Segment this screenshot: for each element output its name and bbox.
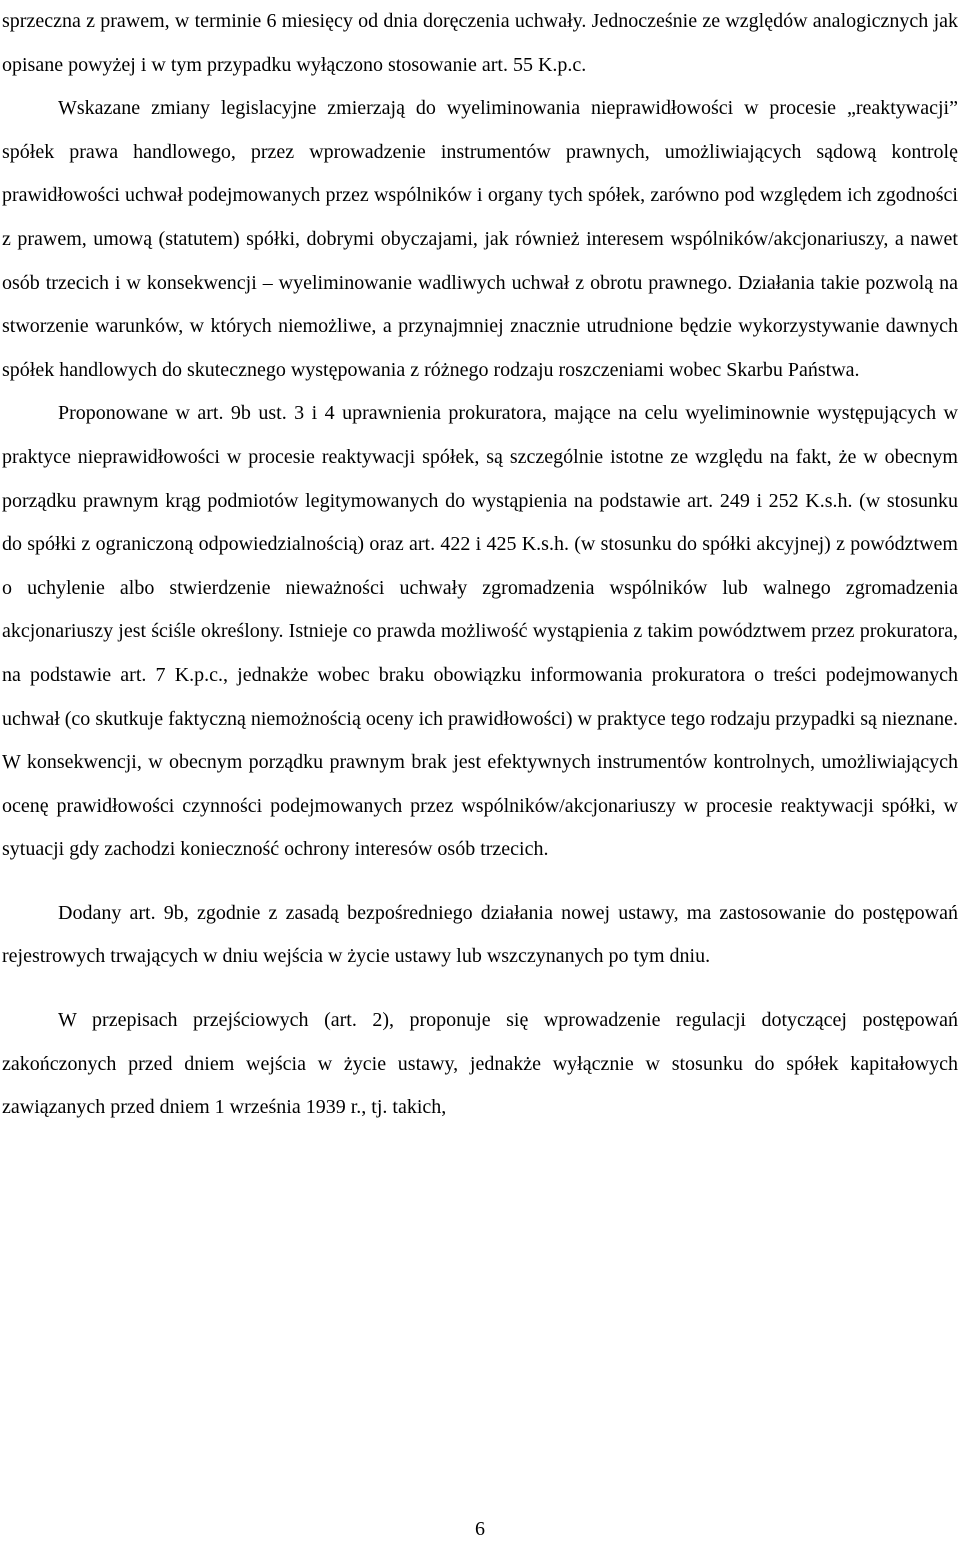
document-body — [2, 0, 958, 1130]
paragraph-prosecutor-powers: Proponowane w art. 9b ust. 3 i 4 uprawnienia prokuratora, mające na celu wyeliminownie występujących w praktyce nieprawidłowości w procesie reaktywacji spółek, są szczególnie istotne ze względu na fakt, że w obecnym porządku prawnym krąg podmiotów legitymowanych do wystąpienia na podstawie art. 249 i 252 K.s.h. (w stosunku do spółki z ograniczoną odpowiedzialnością) oraz art. 422 i 425 K.s.h. (w stosunku do spółki akcyjnej) z powództwem o uchylenie albo stwierdzenie nieważności uchwały zgromadzenia wspólników lub walnego zgromadzenia akcjonariuszy jest ściśle określony. Istnieje co prawda możliwość wystąpienia z takim powództwem przez prokuratora, na podstawie art. 7 K.p.c., jednakże wobec braku obowiązku informowania prokuratora o treści podejmowanych uchwał (co skutkuje faktyczną niemożnością oceny ich prawidłowości) w praktyce tego rodzaju przypadki są nieznane. W konsekwencji, w obecnym porządku prawnym brak jest efektywnych instrumentów kontrolnych, umożliwiających ocenę prawidłowości czynności podejmowanych przez wspólników/akcjonariuszy w procesie reaktywacji spółki, w sytuacji gdy zachodzi konieczność ochrony interesów osób trzecich. — [2, 402, 958, 861]
paragraph-transitional-provisions: W przepisach przejściowych (art. 2), proponuje się wprowadzenie regulacji dotyczącej postępowań zakończonych przed dniem wejścia w życie ustawy, jednakże wyłącznie w stosunku do spółek kapitałowych zawiązanych przed dniem 1 września 1939 r., tj. takich, — [2, 1009, 958, 1119]
paragraph-added-article: Dodany art. 9b, zgodnie z zasadą bezpośredniego działania nowej ustawy, ma zastosowanie do postępowań rejestrowych trwających w dniu wejścia w życie ustawy lub wszczynanych po tym dniu. — [2, 901, 958, 968]
page-number: 6 — [475, 1518, 485, 1540]
paragraph-continuation: sprzeczna z prawem, w terminie 6 miesięcy od dnia doręczenia uchwały. Jednocześnie ze względów analogicznych jak opisane powyżej i w tym przypadku wyłączono stosowanie art. 55 K.p.c. — [2, 10, 958, 76]
paragraph-legislative-changes: Wskazane zmiany legislacyjne zmierzają do wyeliminowania nieprawidłowości w procesie „reaktywacji” spółek prawa handlowego, przez wprowadzenie instrumentów prawnych, umożliwiających sądową kontrolę prawidłowości uchwał podejmowanych przez wspólników i organy tych spółek, zarówno pod względem ich zgodności z prawem, umową (statutem) spółki, dobrymi obyczajami, jak również interesem wspólników/akcjonariuszy, a nawet osób trzecich i w konsekwencji – wyeliminowanie wadliwych uchwał z obrotu prawnego. Działania takie pozwolą na stworzenie warunków, w których niemożliwe, a przynajmniej znacznie utrudnione będzie wykorzystywanie dawnych spółek handlowych do skutecznego występowania z różnego rodzaju roszczeniami wobec Skarbu Państwa. — [2, 97, 958, 381]
